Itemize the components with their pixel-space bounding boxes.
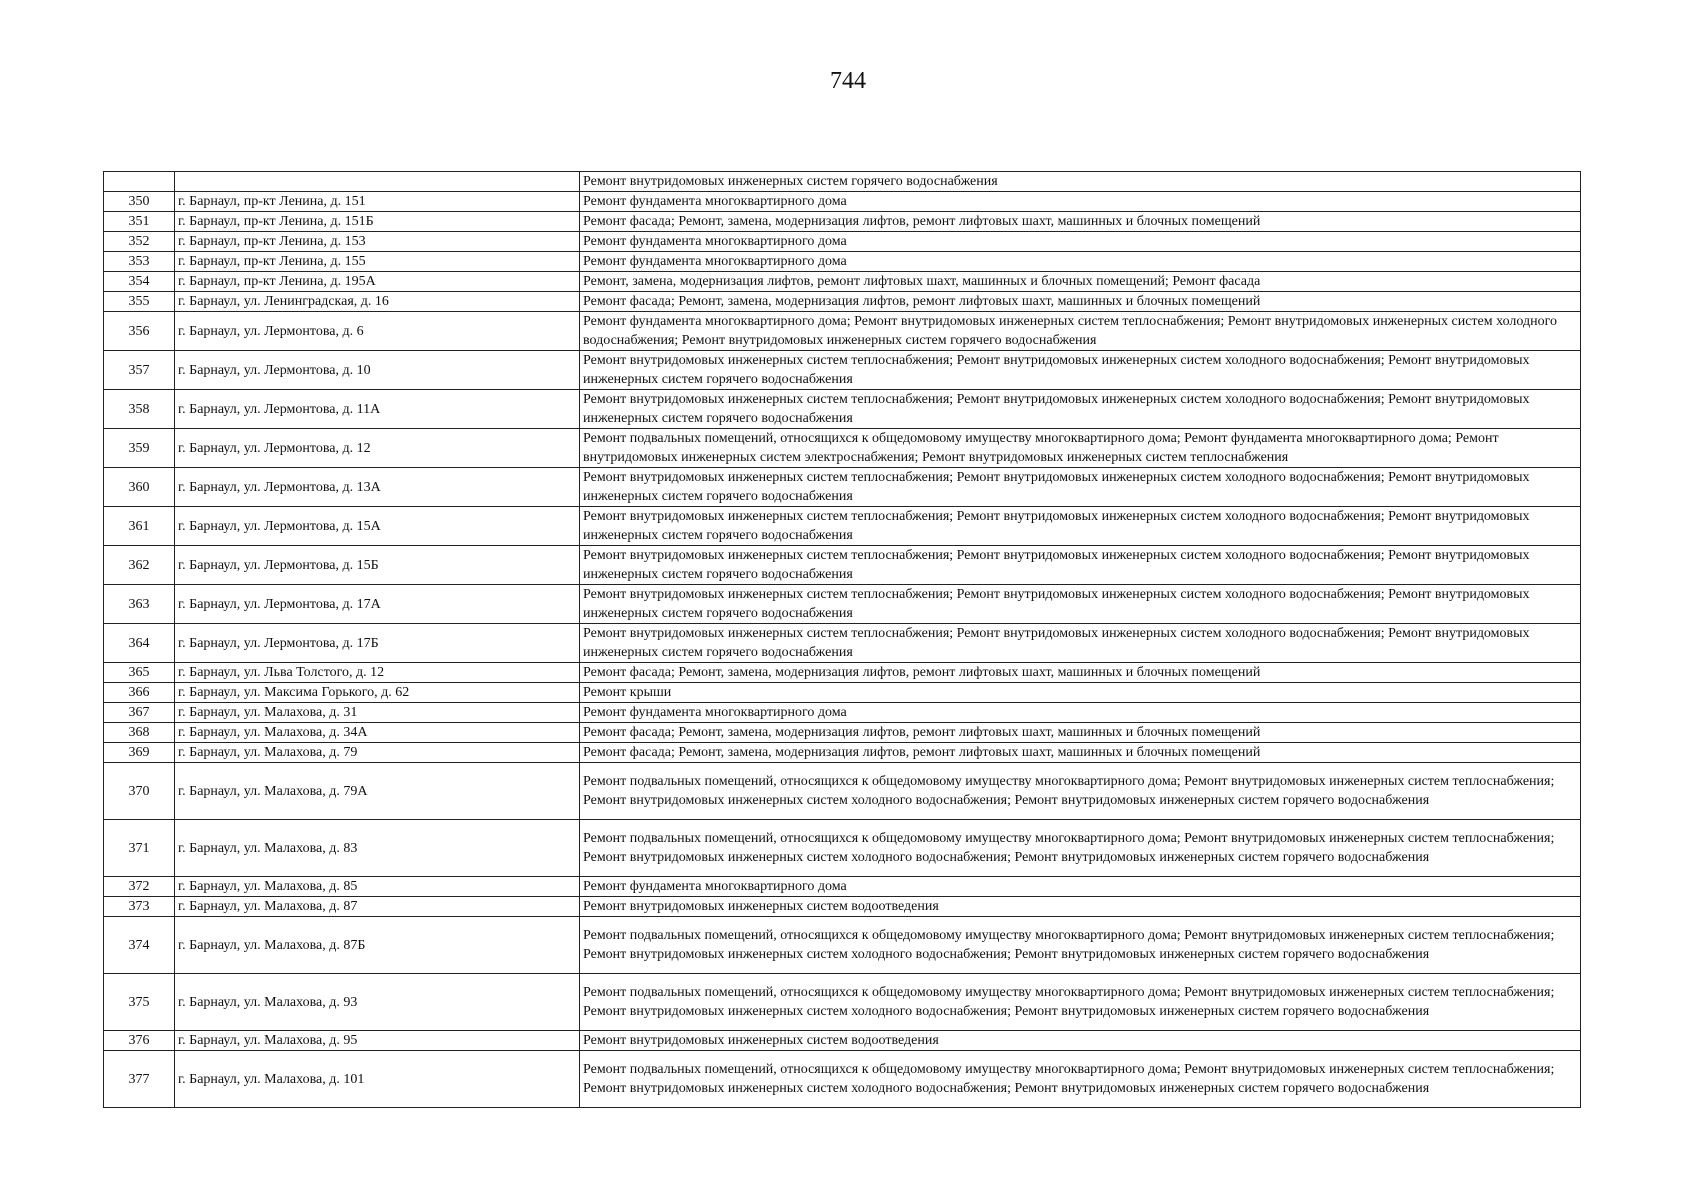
row-number-cell: 370 <box>104 763 175 820</box>
table-row <box>104 974 1581 1031</box>
row-number-cell: 350 <box>104 192 175 212</box>
works-cell: Ремонт фасада; Ремонт, замена, модернизация лифтов, ремонт лифтовых шахт, машинных и блочных помещений <box>580 663 1581 683</box>
address-cell: г. Барнаул, пр-кт Ленина, д. 153 <box>175 232 580 252</box>
address-cell: г. Барнаул, ул. Лермонтова, д. 15А <box>175 507 580 546</box>
address-cell: г. Барнаул, ул. Малахова, д. 85 <box>175 877 580 897</box>
table-row <box>104 468 1581 507</box>
row-number-cell: 363 <box>104 585 175 624</box>
address-cell: г. Барнаул, ул. Малахова, д. 95 <box>175 1031 580 1051</box>
table-row <box>104 723 1581 743</box>
row-number-cell: 377 <box>104 1051 175 1108</box>
table-row <box>104 507 1581 546</box>
address-cell: г. Барнаул, ул. Малахова, д. 34А <box>175 723 580 743</box>
works-cell: Ремонт внутридомовых инженерных систем теплоснабжения; Ремонт внутридомовых инженерных систем холодного водоснабжения; Ремонт внутридомовых инженерных систем горячего водоснабжения <box>580 546 1581 585</box>
address-cell: г. Барнаул, ул. Малахова, д. 31 <box>175 703 580 723</box>
address-cell: г. Барнаул, ул. Лермонтова, д. 11А <box>175 390 580 429</box>
works-cell: Ремонт внутридомовых инженерных систем горячего водоснабжения <box>580 172 1581 192</box>
works-cell: Ремонт внутридомовых инженерных систем водоотведения <box>580 1031 1581 1051</box>
address-cell: г. Барнаул, ул. Лермонтова, д. 17Б <box>175 624 580 663</box>
address-cell: г. Барнаул, ул. Малахова, д. 93 <box>175 974 580 1031</box>
table-row <box>104 663 1581 683</box>
row-number-cell: 373 <box>104 897 175 917</box>
table-row <box>104 624 1581 663</box>
row-number-cell: 368 <box>104 723 175 743</box>
address-cell: г. Барнаул, ул. Лермонтова, д. 6 <box>175 312 580 351</box>
table-row <box>104 1051 1581 1108</box>
works-cell: Ремонт подвальных помещений, относящихся к общедомовому имуществу многоквартирного дома; Ремонт внутридомовых инженерных систем теплоснабжения; Ремонт внутридомовых инженерных систем холодного водоснабжения; Ремонт внутридомовых инженерных систем горячего водоснабжения <box>580 820 1581 877</box>
address-cell: г. Барнаул, пр-кт Ленина, д. 151Б <box>175 212 580 232</box>
works-cell: Ремонт внутридомовых инженерных систем водоотведения <box>580 897 1581 917</box>
table-row <box>104 763 1581 820</box>
works-cell: Ремонт, замена, модернизация лифтов, ремонт лифтовых шахт, машинных и блочных помещений; Ремонт фасада <box>580 272 1581 292</box>
row-number-cell: 357 <box>104 351 175 390</box>
works-cell: Ремонт фасада; Ремонт, замена, модернизация лифтов, ремонт лифтовых шахт, машинных и блочных помещений <box>580 743 1581 763</box>
table-row <box>104 272 1581 292</box>
row-number-cell: 374 <box>104 917 175 974</box>
row-number-cell: 362 <box>104 546 175 585</box>
works-cell: Ремонт фундамента многоквартирного дома; Ремонт внутридомовых инженерных систем теплоснабжения; Ремонт внутридомовых инженерных систем холодного водоснабжения; Ремонт внутридомовых инженерных систем горячего водоснабжения <box>580 312 1581 351</box>
address-cell: г. Барнаул, ул. Лермонтова, д. 12 <box>175 429 580 468</box>
row-number-cell: 369 <box>104 743 175 763</box>
row-number-cell: 375 <box>104 974 175 1031</box>
row-number-cell: 360 <box>104 468 175 507</box>
row-number-cell: 352 <box>104 232 175 252</box>
works-cell: Ремонт фасада; Ремонт, замена, модернизация лифтов, ремонт лифтовых шахт, машинных и блочных помещений <box>580 292 1581 312</box>
table-row <box>104 897 1581 917</box>
row-number-cell: 365 <box>104 663 175 683</box>
address-cell: г. Барнаул, пр-кт Ленина, д. 195А <box>175 272 580 292</box>
table-row-continuation <box>104 172 1581 192</box>
page-number: 744 <box>830 68 866 94</box>
table-row <box>104 212 1581 232</box>
row-number-cell: 372 <box>104 877 175 897</box>
address-cell: г. Барнаул, ул. Малахова, д. 79 <box>175 743 580 763</box>
works-cell: Ремонт подвальных помещений, относящихся к общедомовому имуществу многоквартирного дома; Ремонт внутридомовых инженерных систем теплоснабжения; Ремонт внутридомовых инженерных систем холодного водоснабжения; Ремонт внутридомовых инженерных систем горячего водоснабжения <box>580 917 1581 974</box>
table-row <box>104 703 1581 723</box>
works-cell: Ремонт подвальных помещений, относящихся к общедомовому имуществу многоквартирного дома; Ремонт внутридомовых инженерных систем теплоснабжения; Ремонт внутридомовых инженерных систем холодного водоснабжения; Ремонт внутридомовых инженерных систем горячего водоснабжения <box>580 974 1581 1031</box>
table-row <box>104 546 1581 585</box>
works-cell: Ремонт внутридомовых инженерных систем теплоснабжения; Ремонт внутридомовых инженерных систем холодного водоснабжения; Ремонт внутридомовых инженерных систем горячего водоснабжения <box>580 585 1581 624</box>
row-number-cell: 361 <box>104 507 175 546</box>
address-cell: г. Барнаул, ул. Малахова, д. 79А <box>175 763 580 820</box>
row-number-cell: 359 <box>104 429 175 468</box>
table-row <box>104 192 1581 212</box>
works-cell: Ремонт внутридомовых инженерных систем теплоснабжения; Ремонт внутридомовых инженерных систем холодного водоснабжения; Ремонт внутридомовых инженерных систем горячего водоснабжения <box>580 468 1581 507</box>
works-cell: Ремонт внутридомовых инженерных систем теплоснабжения; Ремонт внутридомовых инженерных систем холодного водоснабжения; Ремонт внутридомовых инженерных систем горячего водоснабжения <box>580 390 1581 429</box>
works-cell: Ремонт фундамента многоквартирного дома <box>580 703 1581 723</box>
row-number-cell: 356 <box>104 312 175 351</box>
row-number-cell: 367 <box>104 703 175 723</box>
row-number-cell: 355 <box>104 292 175 312</box>
works-cell: Ремонт фасада; Ремонт, замена, модернизация лифтов, ремонт лифтовых шахт, машинных и блочных помещений <box>580 723 1581 743</box>
address-cell: г. Барнаул, пр-кт Ленина, д. 151 <box>175 192 580 212</box>
repair-works-table <box>103 171 1581 1108</box>
works-cell: Ремонт внутридомовых инженерных систем теплоснабжения; Ремонт внутридомовых инженерных систем холодного водоснабжения; Ремонт внутридомовых инженерных систем горячего водоснабжения <box>580 351 1581 390</box>
row-number-cell <box>104 172 175 192</box>
table-row <box>104 820 1581 877</box>
row-number-cell: 371 <box>104 820 175 877</box>
row-number-cell: 354 <box>104 272 175 292</box>
address-cell: г. Барнаул, ул. Малахова, д. 87Б <box>175 917 580 974</box>
address-cell: г. Барнаул, ул. Лермонтова, д. 13А <box>175 468 580 507</box>
address-cell: г. Барнаул, ул. Лермонтова, д. 17А <box>175 585 580 624</box>
works-cell: Ремонт крыши <box>580 683 1581 703</box>
table-row <box>104 585 1581 624</box>
works-cell: Ремонт подвальных помещений, относящихся к общедомовому имуществу многоквартирного дома; Ремонт внутридомовых инженерных систем теплоснабжения; Ремонт внутридомовых инженерных систем холодного водоснабжения; Ремонт внутридомовых инженерных систем горячего водоснабжения <box>580 1051 1581 1108</box>
row-number-cell: 351 <box>104 212 175 232</box>
address-cell: г. Барнаул, ул. Лермонтова, д. 15Б <box>175 546 580 585</box>
table-body <box>104 172 1581 1108</box>
table-row <box>104 429 1581 468</box>
address-cell: г. Барнаул, ул. Малахова, д. 87 <box>175 897 580 917</box>
table-row <box>104 1031 1581 1051</box>
works-cell: Ремонт подвальных помещений, относящихся к общедомовому имуществу многоквартирного дома; Ремонт фундамента многоквартирного дома; Ремонт внутридомовых инженерных систем электроснабжения; Ремонт внутридомовых инженерных систем теплоснабжения <box>580 429 1581 468</box>
works-cell: Ремонт фундамента многоквартирного дома <box>580 232 1581 252</box>
table-row <box>104 917 1581 974</box>
address-cell: г. Барнаул, пр-кт Ленина, д. 155 <box>175 252 580 272</box>
table-row <box>104 743 1581 763</box>
row-number-cell: 364 <box>104 624 175 663</box>
row-number-cell: 376 <box>104 1031 175 1051</box>
table-row <box>104 351 1581 390</box>
table-row <box>104 312 1581 351</box>
row-number-cell: 353 <box>104 252 175 272</box>
table-row <box>104 877 1581 897</box>
address-cell: г. Барнаул, ул. Льва Толстого, д. 12 <box>175 663 580 683</box>
address-cell: г. Барнаул, ул. Малахова, д. 101 <box>175 1051 580 1108</box>
works-cell: Ремонт внутридомовых инженерных систем теплоснабжения; Ремонт внутридомовых инженерных систем холодного водоснабжения; Ремонт внутридомовых инженерных систем горячего водоснабжения <box>580 507 1581 546</box>
address-cell: г. Барнаул, ул. Максима Горького, д. 62 <box>175 683 580 703</box>
table-row <box>104 252 1581 272</box>
works-cell: Ремонт фундамента многоквартирного дома <box>580 192 1581 212</box>
table-row <box>104 292 1581 312</box>
row-number-cell: 358 <box>104 390 175 429</box>
works-cell: Ремонт фундамента многоквартирного дома <box>580 252 1581 272</box>
table-row <box>104 390 1581 429</box>
address-cell: г. Барнаул, ул. Ленинградская, д. 16 <box>175 292 580 312</box>
address-cell <box>175 172 580 192</box>
works-cell: Ремонт фундамента многоквартирного дома <box>580 877 1581 897</box>
row-number-cell: 366 <box>104 683 175 703</box>
works-cell: Ремонт подвальных помещений, относящихся к общедомовому имуществу многоквартирного дома; Ремонт внутридомовых инженерных систем теплоснабжения; Ремонт внутридомовых инженерных систем холодного водоснабжения; Ремонт внутридомовых инженерных систем горячего водоснабжения <box>580 763 1581 820</box>
address-cell: г. Барнаул, ул. Лермонтова, д. 10 <box>175 351 580 390</box>
works-cell: Ремонт фасада; Ремонт, замена, модернизация лифтов, ремонт лифтовых шахт, машинных и блочных помещений <box>580 212 1581 232</box>
address-cell: г. Барнаул, ул. Малахова, д. 83 <box>175 820 580 877</box>
table-row <box>104 683 1581 703</box>
works-cell: Ремонт внутридомовых инженерных систем теплоснабжения; Ремонт внутридомовых инженерных систем холодного водоснабжения; Ремонт внутридомовых инженерных систем горячего водоснабжения <box>580 624 1581 663</box>
table-row <box>104 232 1581 252</box>
